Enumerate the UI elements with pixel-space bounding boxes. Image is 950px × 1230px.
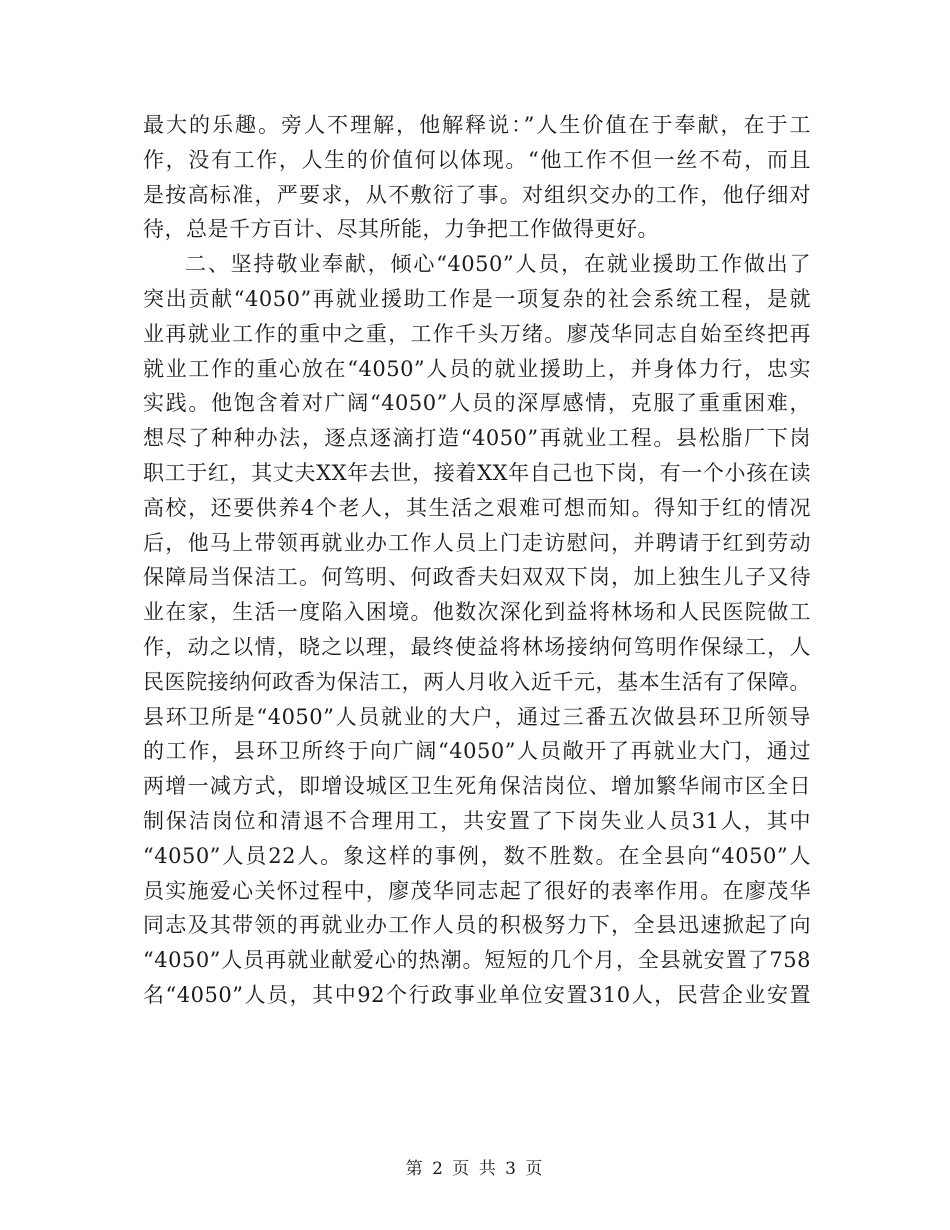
text-line: 民医院接纳何政香为保洁工，两人月收入近千元，基本生活有了保障。: [143, 669, 811, 694]
text-line: 制保洁岗位和清退不合理用工，共安置了下岗失业人员31人，其中: [143, 808, 811, 833]
text-line: 高校，还要供养4个老人，其生活之艰难可想而知。得知于红的情况: [143, 495, 811, 520]
text-line: 最大的乐趣。旁人不理解，他解释说：”人生价值在于奉献，在于工: [143, 113, 811, 137]
text-line: “4050”人员22人。象这样的事例，数不胜数。在全县向“4050”人: [143, 843, 811, 868]
text-line: 职工于红，其丈夫XX年去世，接着XX年自己也下岗，有一个小孩在读: [143, 460, 811, 485]
text-line: 两增一减方式，即增设城区卫生死角保洁岗位、增加繁华闹市区全日: [143, 774, 811, 799]
text-line: 就业工作的重心放在“4050”人员的就业援助上，并身体力行，忠实: [143, 356, 811, 381]
text-line: 保障局当保洁工。何笃明、何政香夫妇双双下岗，加上独生儿子又待: [143, 565, 811, 590]
text-line: “4050”人员再就业献爱心的热潮。短短的几个月，全县就安置了758: [143, 948, 811, 973]
text-line: 的工作，县环卫所终于向广阔“4050”人员敞开了再就业大门，通过: [143, 739, 811, 764]
text-line: 作，动之以情，晓之以理，最终使益将林场接纳何笃明作保绿工，人: [143, 634, 811, 659]
text-line: 业再就业工作的重中之重，工作千头万绪。廖茂华同志自始至终把再: [143, 321, 811, 346]
text-line: 待，总是千方百计、尽其所能，力争把工作做得更好。: [143, 217, 659, 242]
text-line: 作，没有工作，人生的价值何以体现。“他工作不但一丝不苟，而且: [143, 147, 811, 172]
text-line: 员实施爱心关怀过程中，廖茂华同志起了很好的表率作用。在廖茂华: [143, 878, 811, 903]
paragraph-start-line: 二、坚持敬业奉献，倾心“4050”人员，在就业援助工作做出了: [185, 252, 811, 277]
body-text: [143, 108, 811, 1013]
text-line: 后，他马上带领再就业办工作人员上门走访慰问，并聘请于红到劳动: [143, 530, 811, 555]
text-line: 业在家，生活一度陷入困境。他数次深化到益将林场和人民医院做工: [143, 600, 811, 625]
text-line: 县环卫所是“4050”人员就业的大户，通过三番五次做县环卫所领导: [143, 704, 811, 729]
text-line: 是按高标准，严要求，从不敷衍了事。对组织交办的工作，他仔细对: [143, 182, 811, 207]
page-number-footer: 第 2 页 共 3 页: [405, 1159, 545, 1179]
text-line: 同志及其带领的再就业办工作人员的积极努力下，全县迅速掀起了向: [143, 913, 811, 938]
text-line: 想尽了种种办法，逐点逐滴打造“4050”再就业工程。县松脂厂下岗: [143, 426, 811, 451]
text-line: 突出贡献“4050”再就业援助工作是一项复杂的社会系统工程，是就: [143, 286, 811, 311]
text-line: 名“4050”人员，其中92个行政事业单位安置310人，民营企业安置: [143, 982, 811, 1007]
text-line: 实践。他饱含着对广阔“4050”人员的深厚感情，克服了重重困难，: [143, 391, 811, 416]
